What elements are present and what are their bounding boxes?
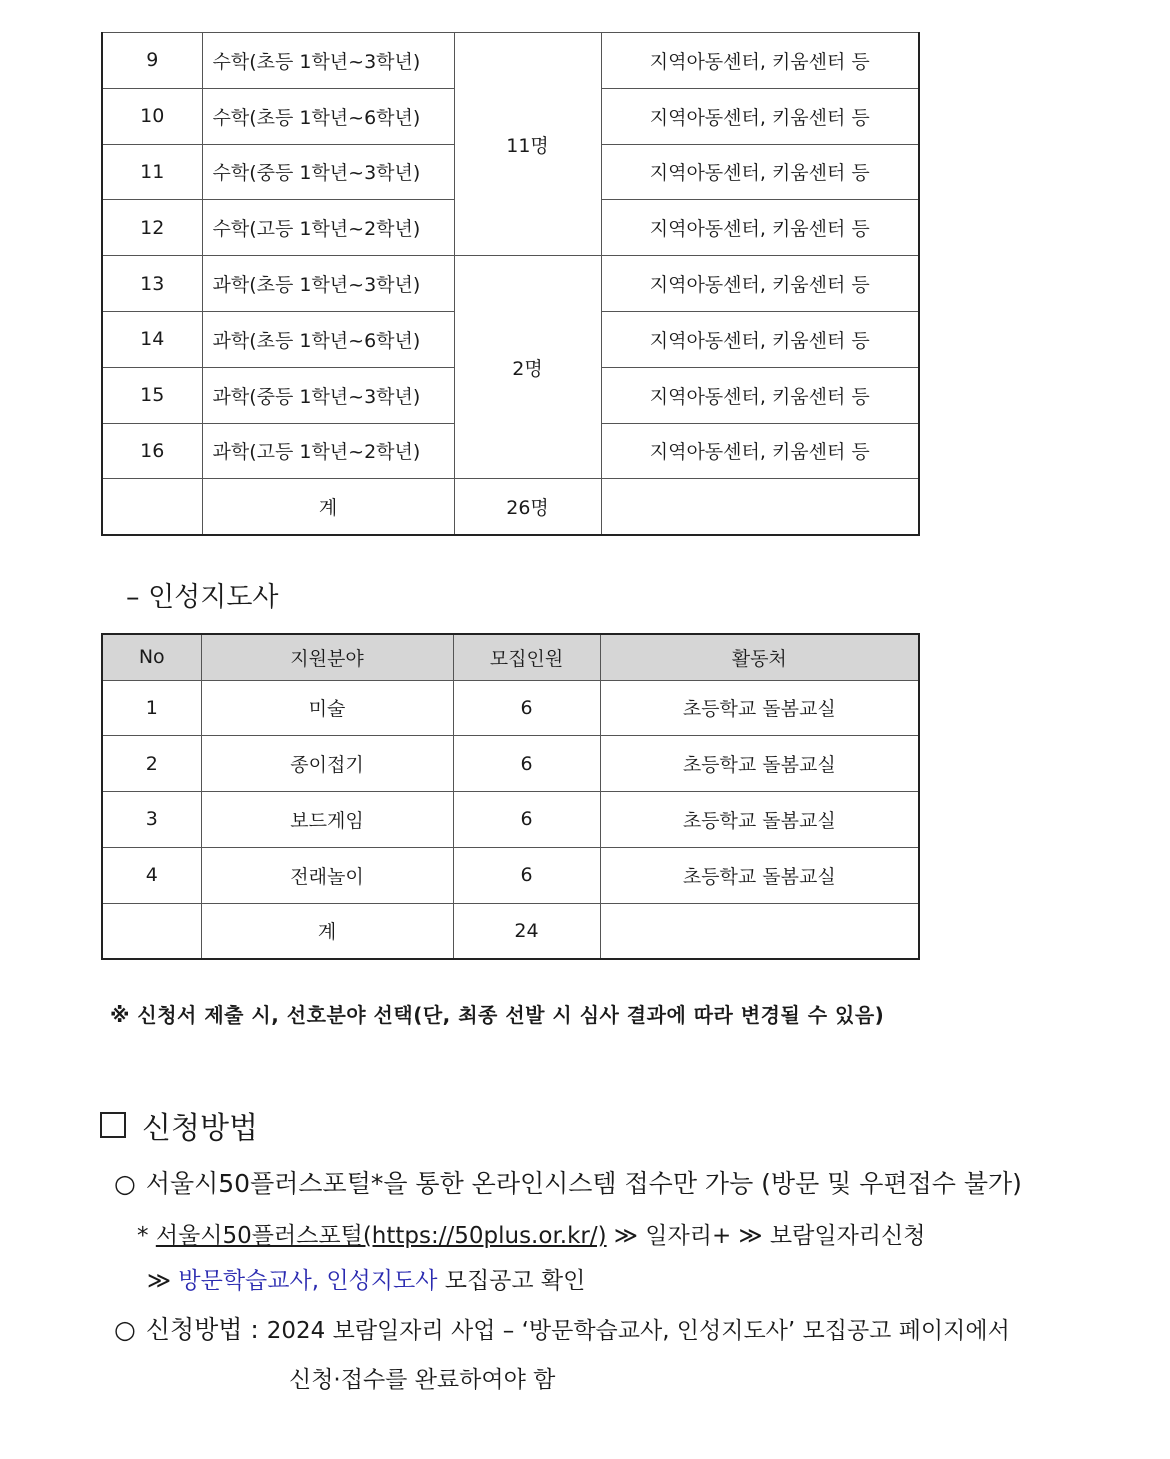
total-empty xyxy=(601,479,919,535)
apply-item-2-label: 신청방법 : xyxy=(145,1315,259,1344)
row-subject: 수학(중등 1학년~3학년) xyxy=(202,144,454,200)
row-no: 1 xyxy=(102,680,201,736)
total-label: 계 xyxy=(201,903,453,959)
apply-item-2-text: 2024 보람일자리 사업 – ‘방문학습교사, 인성지도사’ 모집공고 페이지에서 xyxy=(266,1318,1010,1344)
row-count: 6 xyxy=(453,847,600,903)
table-row xyxy=(102,792,919,848)
total-empty xyxy=(102,479,202,535)
table-row xyxy=(102,736,919,792)
total-value: 24 xyxy=(453,903,600,959)
total-empty xyxy=(600,903,919,959)
row-place: 초등학교 돌봄교실 xyxy=(600,680,919,736)
header-no: No xyxy=(102,634,201,680)
double-arrow-icon: ≫ xyxy=(147,1268,172,1294)
circle-bullet-icon: ○ xyxy=(114,1169,136,1198)
row-subject: 과학(중등 1학년~3학년) xyxy=(202,367,454,423)
row-subject: 과학(초등 1학년~6학년) xyxy=(202,311,454,367)
math-count: 11명 xyxy=(454,33,601,256)
row-subject: 과학(초등 1학년~3학년) xyxy=(202,256,454,312)
row-no: 3 xyxy=(102,792,201,848)
row-place: 지역아동센터, 키움센터 등 xyxy=(601,256,919,312)
table-row xyxy=(102,256,919,312)
row-no: 11 xyxy=(102,144,202,200)
row-no: 15 xyxy=(102,367,202,423)
row-place: 지역아동센터, 키움센터 등 xyxy=(601,33,919,89)
row-subject: 수학(초등 1학년~3학년) xyxy=(202,33,454,89)
row-field: 미술 xyxy=(201,680,453,736)
row-count: 6 xyxy=(453,792,600,848)
row-no: 16 xyxy=(102,423,202,479)
apply-item-2-continued: 신청·접수를 완료하여야 함 xyxy=(289,1367,556,1393)
row-no: 14 xyxy=(102,311,202,367)
section-heading-text: 신청방법 xyxy=(142,1111,258,1146)
row-place: 지역아동센터, 키움센터 등 xyxy=(601,88,919,144)
apply-notice-line xyxy=(147,1262,585,1295)
row-subject: 수학(초등 1학년~6학년) xyxy=(202,88,454,144)
portal-link[interactable]: 서울시50플러스포털(https://50plus.or.kr/) xyxy=(155,1223,607,1249)
row-place: 초등학교 돌봄교실 xyxy=(600,792,919,848)
header-place: 활동처 xyxy=(600,634,919,680)
row-no: 10 xyxy=(102,88,202,144)
table-row xyxy=(102,847,919,903)
total-label: 계 xyxy=(202,479,454,535)
row-field: 종이접기 xyxy=(201,736,453,792)
row-no: 13 xyxy=(102,256,202,312)
row-place: 지역아동센터, 키움센터 등 xyxy=(601,367,919,423)
row-count: 6 xyxy=(453,736,600,792)
apply-item-1 xyxy=(114,1164,1022,1200)
row-no: 12 xyxy=(102,200,202,256)
asterisk-mark: * xyxy=(137,1223,149,1249)
section-heading xyxy=(100,1103,258,1147)
apply-item-2 xyxy=(114,1310,1010,1346)
table-row xyxy=(102,680,919,736)
character-instructor-table xyxy=(101,633,920,960)
apply-item-1-text: 서울시50플러스포털*을 통한 온라인시스템 접수만 가능 (방문 및 우편접수 불가) xyxy=(145,1169,1022,1198)
selection-note: ※ 신청서 제출 시, 선호분야 선택(단, 최종 선발 시 심사 결과에 따라 변경될 수 있음) xyxy=(110,1003,885,1027)
section-subheading: – 인성지도사 xyxy=(126,582,279,613)
checkbox-square-icon xyxy=(100,1112,126,1138)
row-place: 지역아동센터, 키움센터 등 xyxy=(601,311,919,367)
recruitment-table-continued xyxy=(101,32,920,536)
notice-text: 모집공고 확인 xyxy=(444,1268,586,1294)
row-subject: 과학(고등 1학년~2학년) xyxy=(202,423,454,479)
highlight-positions: 방문학습교사, 인성지도사 xyxy=(178,1268,438,1294)
row-field: 보드게임 xyxy=(201,792,453,848)
total-value: 26명 xyxy=(454,479,601,535)
apply-portal-line xyxy=(137,1217,925,1250)
total-row xyxy=(102,903,919,959)
circle-bullet-icon: ○ xyxy=(114,1315,136,1344)
row-count: 6 xyxy=(453,680,600,736)
row-no: 4 xyxy=(102,847,201,903)
row-place: 초등학교 돌봄교실 xyxy=(600,847,919,903)
header-row xyxy=(102,634,919,680)
row-place: 초등학교 돌봄교실 xyxy=(600,736,919,792)
total-empty xyxy=(102,903,201,959)
row-no: 2 xyxy=(102,736,201,792)
row-place: 지역아동센터, 키움센터 등 xyxy=(601,423,919,479)
header-count: 모집인원 xyxy=(453,634,600,680)
header-field: 지원분야 xyxy=(201,634,453,680)
total-row xyxy=(102,479,919,535)
portal-path: ≫ 일자리+ ≫ 보람일자리신청 xyxy=(613,1223,926,1249)
row-no: 9 xyxy=(102,33,202,89)
row-field: 전래놀이 xyxy=(201,847,453,903)
row-place: 지역아동센터, 키움센터 등 xyxy=(601,200,919,256)
science-count: 2명 xyxy=(454,256,601,479)
table-row xyxy=(102,33,919,89)
row-subject: 수학(고등 1학년~2학년) xyxy=(202,200,454,256)
row-place: 지역아동센터, 키움센터 등 xyxy=(601,144,919,200)
